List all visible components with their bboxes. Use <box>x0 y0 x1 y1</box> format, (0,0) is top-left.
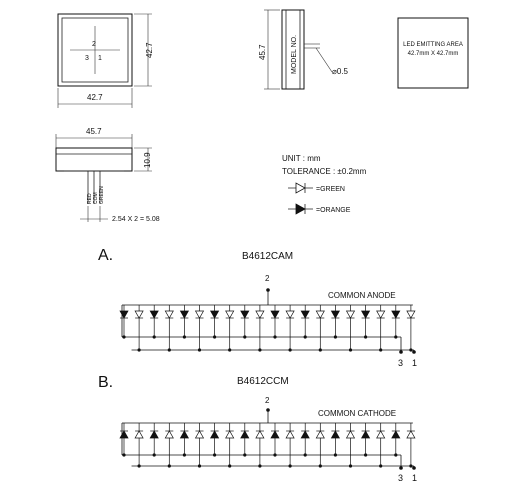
emitting-area-line1: LED EMITTING AREA <box>403 42 463 48</box>
led-diode <box>211 423 219 457</box>
led-diode <box>407 305 415 352</box>
pin3-a-label: 3 <box>398 358 404 368</box>
bottom-view <box>56 127 160 223</box>
led-diode <box>377 423 385 468</box>
led-diode <box>211 305 219 339</box>
led-diode <box>226 305 234 352</box>
side-height-label: 45.7 <box>258 44 267 60</box>
top-height-label: 42.7 <box>145 42 154 58</box>
led-diode <box>165 423 173 468</box>
led-diode <box>135 305 143 352</box>
legend-green: =GREEN <box>316 186 345 193</box>
pin1-a-label: 1 <box>412 358 418 368</box>
led-diode <box>347 423 355 468</box>
led-diode <box>180 305 188 339</box>
led-diode <box>256 423 264 468</box>
model-no-label: MODEL NO. <box>291 34 298 74</box>
type-b-label: COMMON CATHODE <box>318 409 397 418</box>
led-diode <box>256 305 264 352</box>
circuit-a <box>98 247 417 368</box>
led-diode <box>135 423 143 468</box>
led-diode <box>316 305 324 352</box>
pitch-label: 2.54 X 2 = 5.08 <box>112 216 160 223</box>
lead-label-com: COM <box>93 192 99 204</box>
led-diode <box>286 305 294 352</box>
legend <box>282 154 367 214</box>
led-diode <box>120 305 128 339</box>
led-diode <box>226 423 234 468</box>
pin3-b-label: 3 <box>398 473 404 483</box>
pin2-a-label: 2 <box>265 274 270 283</box>
section-a-label: A. <box>98 247 114 264</box>
led-diode <box>377 305 385 352</box>
section-b-label: B. <box>98 374 114 391</box>
bottom-height-label: 10.9 <box>143 152 152 168</box>
top-pin-3: 3 <box>85 55 89 62</box>
pin3-node <box>399 350 403 354</box>
top-pin-1: 1 <box>98 55 102 62</box>
pin2-b-label: 2 <box>265 396 270 405</box>
pin1-b-label: 1 <box>412 473 418 483</box>
emitting-area-box <box>398 18 468 88</box>
led-diode <box>241 305 249 339</box>
led-diode <box>347 305 355 352</box>
led-diode <box>316 423 324 468</box>
led-diode <box>196 305 204 352</box>
bottom-width-label: 45.7 <box>86 127 102 136</box>
led-diode <box>241 423 249 457</box>
led-diode <box>271 305 279 339</box>
legend-orange: =ORANGE <box>316 207 351 214</box>
lead-label-red: RED <box>87 193 93 204</box>
led-diode <box>392 305 400 339</box>
led-diode <box>150 305 158 339</box>
green-diode-symbol <box>288 183 313 193</box>
type-a-label: COMMON ANODE <box>328 291 396 300</box>
led-diode <box>407 423 415 468</box>
pin2-node <box>266 408 270 412</box>
model-a-label: B4612CAM <box>242 251 294 262</box>
pin1-node <box>412 466 416 470</box>
led-diode <box>392 423 400 457</box>
led-diode <box>331 305 339 339</box>
led-diode <box>120 423 128 457</box>
pin2-node <box>266 288 270 292</box>
emitting-area-line2: 42.7mm X 42.7mm <box>407 51 459 57</box>
bottom-view-body <box>56 148 132 171</box>
pin3-node <box>399 466 403 470</box>
orange-diode-symbol <box>288 204 313 214</box>
tolerance-label: TOLERANCE : ±0.2mm <box>282 167 367 176</box>
side-view <box>258 10 348 89</box>
led-diode <box>271 423 279 457</box>
unit-label: UNIT : mm <box>282 154 321 163</box>
pin1-node <box>412 350 416 354</box>
side-pin-leader <box>316 48 332 72</box>
led-diode <box>331 423 339 457</box>
led-diode <box>165 305 173 352</box>
top-pin-2: 2 <box>92 41 96 48</box>
top-width-label: 42.7 <box>87 93 103 102</box>
led-diode <box>180 423 188 457</box>
led-diode <box>150 423 158 457</box>
model-b-label: B4612CCM <box>237 376 289 387</box>
led-diode <box>362 305 370 339</box>
led-diode <box>301 305 309 339</box>
led-diode <box>196 423 204 468</box>
side-pin-label: ⌀0.5 <box>332 67 348 76</box>
lead-label-green: GREEN <box>99 186 105 204</box>
led-diode <box>286 423 294 468</box>
led-diode <box>301 423 309 457</box>
top-view <box>58 14 154 108</box>
led-diode <box>362 423 370 457</box>
circuit-b <box>98 374 417 483</box>
